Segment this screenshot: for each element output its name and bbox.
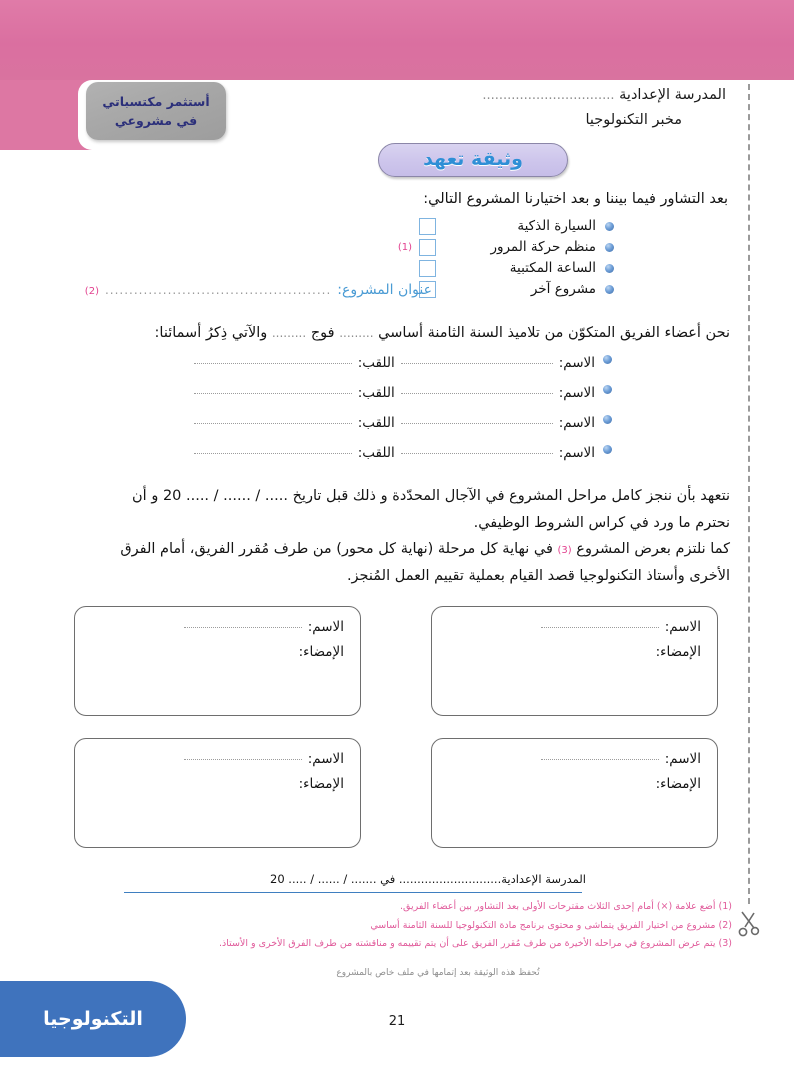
school-dots: ................................ bbox=[482, 88, 615, 103]
signature-name-input[interactable] bbox=[541, 759, 659, 760]
project-options-list bbox=[64, 217, 732, 299]
option-label: الساعة المكتبية bbox=[509, 260, 596, 277]
pledge-line-4: الأخرى وأستاذ التكنولوجيا قصد القيام بعملية تقييم العمل المُنجز. bbox=[346, 568, 730, 585]
signature-name-input[interactable] bbox=[184, 759, 302, 760]
project-title-dots: ............................................... bbox=[104, 282, 332, 297]
pledge-text bbox=[64, 483, 732, 590]
signature-label: الإمضاء: bbox=[298, 644, 344, 661]
pledge-line1-b: و أن bbox=[132, 487, 159, 504]
option-label: مشروع آخر bbox=[530, 281, 596, 298]
intro-text: بعد التشاور فيما بيننا و بعد اختيارنا المشروع التالي: bbox=[423, 190, 728, 207]
bullet-icon bbox=[603, 385, 612, 394]
page-title-badge bbox=[378, 143, 568, 177]
pledge-line1-a: نتعهد بأن ننجز كامل مراحل المشروع في الآجال المحدّدة و ذلك قبل تاريخ bbox=[292, 487, 730, 504]
signature-box[interactable] bbox=[431, 738, 718, 848]
page-title-wrap bbox=[64, 143, 732, 177]
bullet-icon bbox=[603, 355, 612, 364]
pledge-date-field[interactable]: ..... / ...... / ..... 20 bbox=[162, 487, 288, 504]
signature-label: الإمضاء: bbox=[655, 644, 701, 661]
signature-name-label: الاسم: bbox=[664, 751, 701, 768]
member-surname-input[interactable] bbox=[194, 423, 352, 424]
option-checkbox[interactable] bbox=[419, 218, 436, 235]
signature-name-input[interactable] bbox=[184, 627, 302, 628]
school-label: المدرسة الإعدادية bbox=[619, 87, 726, 103]
member-row[interactable] bbox=[64, 445, 612, 461]
signature-name-line bbox=[91, 619, 344, 635]
rubric-badge-line1: أستثمر مكتسباتي bbox=[102, 93, 210, 109]
team-members-list bbox=[64, 355, 732, 461]
member-row[interactable] bbox=[64, 415, 612, 431]
cut-dashed-line bbox=[748, 84, 750, 904]
member-surname-label: اللقب: bbox=[357, 414, 395, 431]
option-row[interactable] bbox=[64, 238, 614, 257]
footnote-item: (2) مشروع من اختيار الفريق يتماشى و محتوى برنامج مادة التكنولوجيا للسنة الثامنة أساسي bbox=[370, 919, 732, 931]
bullet-icon bbox=[605, 243, 614, 252]
team-group-dots-2: ......... bbox=[271, 325, 307, 340]
option-row[interactable] bbox=[64, 259, 614, 278]
header-band bbox=[0, 0, 794, 80]
bullet-icon bbox=[605, 264, 614, 273]
member-row[interactable] bbox=[64, 355, 612, 371]
page-number: 21 bbox=[388, 1014, 406, 1029]
signature-box[interactable] bbox=[431, 606, 718, 716]
member-surname-input[interactable] bbox=[194, 363, 352, 364]
option-checkbox[interactable] bbox=[419, 260, 436, 277]
scissors-icon bbox=[732, 908, 766, 942]
team-intro-text bbox=[64, 325, 732, 341]
pledge-line3-b: في نهاية كل مرحلة (نهاية كل محور) من طرف مُقرر الفريق، أمام الفرق bbox=[120, 541, 553, 558]
signature-box[interactable] bbox=[74, 606, 361, 716]
signature-label: الإمضاء: bbox=[655, 776, 701, 793]
signature-box[interactable] bbox=[74, 738, 361, 848]
bullet-icon bbox=[603, 415, 612, 424]
team-intro-part3: والآتي ذِكرُ أسمائنا: bbox=[154, 324, 268, 341]
member-name-label: الاسم: bbox=[558, 444, 595, 461]
signature-name-line bbox=[448, 751, 701, 767]
pledge-line3-a: كما نلتزم بعرض المشروع bbox=[576, 541, 730, 558]
member-name-input[interactable] bbox=[401, 393, 553, 394]
school-name-line bbox=[64, 84, 726, 108]
team-intro-part1: نحن أعضاء الفريق المتكوّن من تلاميذ السنة الثامنة أساسي bbox=[378, 324, 730, 341]
project-title-footnote-marker: (2) bbox=[84, 285, 99, 297]
rubric-badge-line2: في مشروعي bbox=[114, 113, 198, 128]
signature-name-line bbox=[91, 751, 344, 767]
pledge-line-3 bbox=[64, 536, 730, 563]
page-title: وثيقة تعهد bbox=[423, 147, 523, 170]
page-content bbox=[64, 84, 732, 978]
signature-name-line bbox=[448, 619, 701, 635]
lab-label: مخبر التكنولوجيا bbox=[585, 111, 682, 128]
team-group-dots: ......... bbox=[339, 325, 374, 340]
footnote-item: (3) يتم عرض المشروع في مراحله الأخيرة من طرف مُقرر الفريق على أن يتم تقييمه و مناقشته من طرف الفرق الأخرى و الأستاذ. bbox=[218, 938, 732, 950]
bullet-icon bbox=[603, 445, 612, 454]
member-surname-label: اللقب: bbox=[357, 354, 395, 371]
bullet-icon bbox=[605, 222, 614, 231]
place-date-line[interactable]: المدرسة الإعدادية............................ في ....... / ...... / ..... 20 bbox=[270, 872, 586, 887]
pledge-line-1 bbox=[64, 483, 730, 510]
signature-label: الإمضاء: bbox=[298, 776, 344, 793]
member-name-input[interactable] bbox=[401, 363, 553, 364]
member-surname-label: اللقب: bbox=[357, 384, 395, 401]
pledge-footnote-marker: (3) bbox=[557, 545, 572, 557]
footnote-divider bbox=[124, 892, 582, 893]
project-title-field[interactable] bbox=[64, 282, 432, 298]
archive-note: تُحفظ هذه الوثيقة بعد إتمامها في ملف خاص بالمشروع bbox=[336, 967, 540, 978]
signature-name-input[interactable] bbox=[541, 627, 659, 628]
team-intro-part2: فوج bbox=[310, 324, 335, 341]
school-header bbox=[64, 84, 732, 133]
option-label: السيارة الذكية bbox=[517, 218, 596, 235]
option-footnote-marker: (1) bbox=[397, 241, 412, 253]
member-name-input[interactable] bbox=[401, 453, 553, 454]
option-row[interactable] bbox=[64, 217, 614, 236]
footnotes-list bbox=[64, 898, 732, 954]
signature-name-label: الاسم: bbox=[664, 619, 701, 636]
option-checkbox[interactable] bbox=[419, 239, 436, 256]
member-surname-label: اللقب: bbox=[357, 444, 395, 461]
pledge-line-2: نحترم ما ورد في كراس الشروط الوظيفي. bbox=[473, 514, 730, 531]
member-surname-input[interactable] bbox=[194, 393, 352, 394]
option-label: منظم حركة المرور bbox=[490, 239, 596, 256]
member-surname-input[interactable] bbox=[194, 453, 352, 454]
signature-name-label: الاسم: bbox=[307, 619, 344, 636]
bullet-icon bbox=[605, 285, 614, 294]
member-name-label: الاسم: bbox=[558, 414, 595, 431]
member-name-label: الاسم: bbox=[558, 354, 595, 371]
member-name-label: الاسم: bbox=[558, 384, 595, 401]
signature-boxes bbox=[64, 606, 732, 848]
member-name-input[interactable] bbox=[401, 423, 553, 424]
footer-subject-label: التكنولوجيا bbox=[43, 1008, 143, 1030]
footnote-item: (1) أضع علامة (×) أمام إحدى الثلاث مقترحات الأولى بعد التشاور بين أعضاء الفريق. bbox=[400, 901, 732, 913]
member-row[interactable] bbox=[64, 385, 612, 401]
project-title-label: عنوان المشروع: bbox=[337, 281, 432, 298]
signature-name-label: الاسم: bbox=[307, 751, 344, 768]
